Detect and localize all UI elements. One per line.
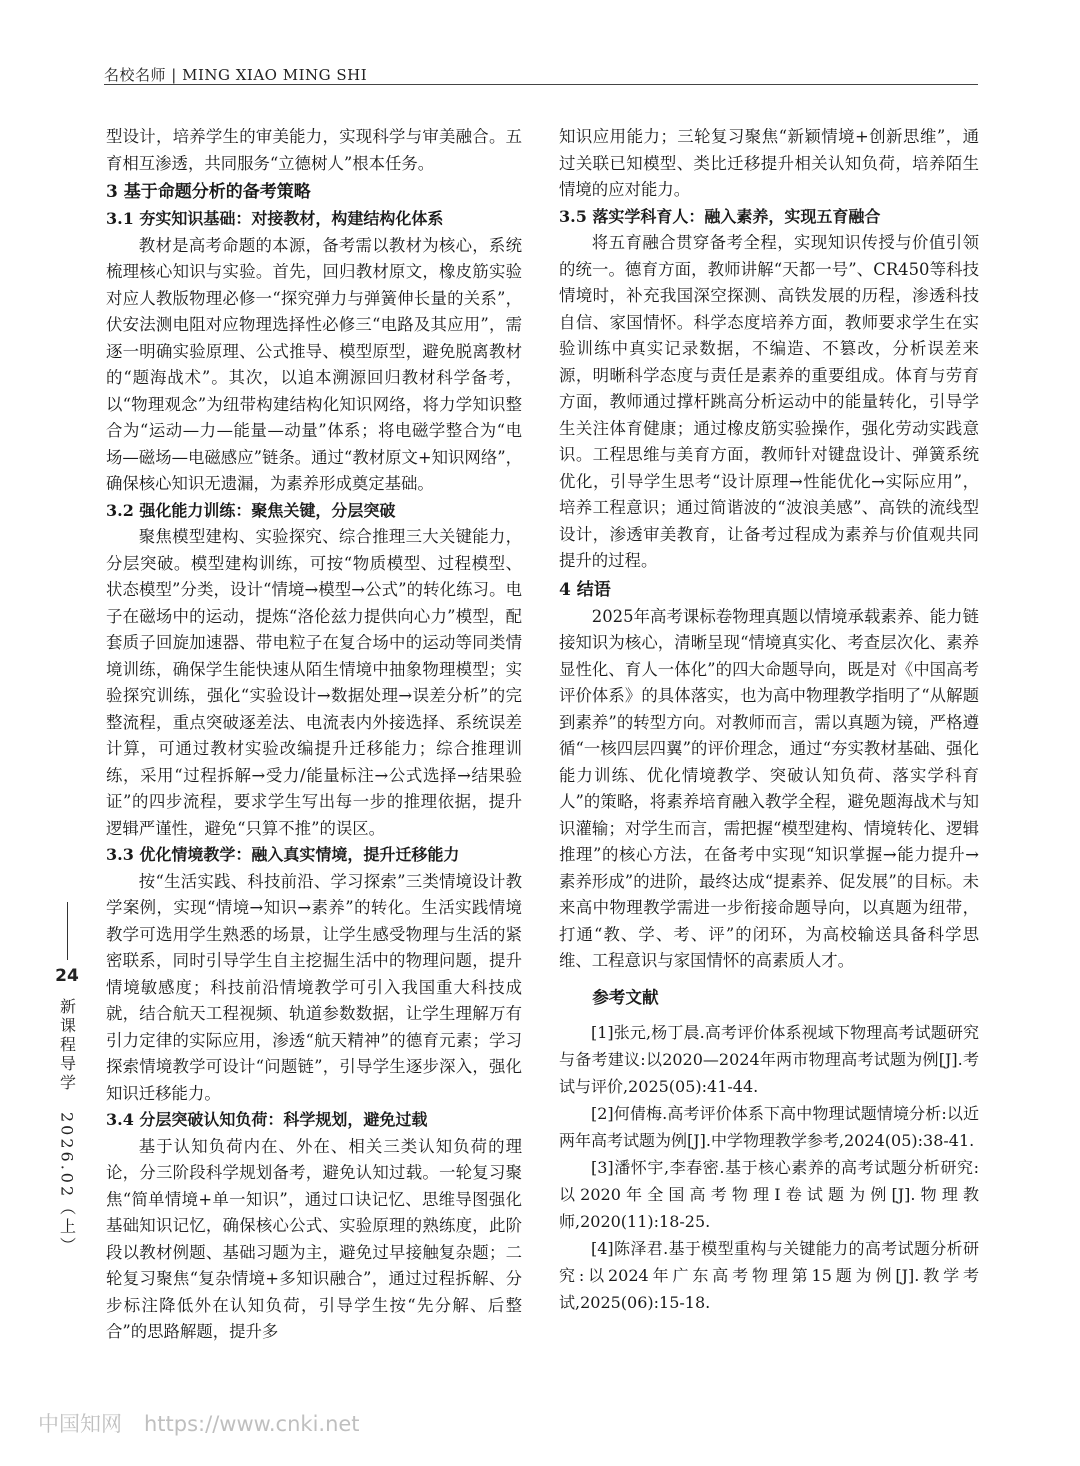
section-3-4-heading: 3.4 分层突破认知负荷：科学规划，避免过载 bbox=[106, 1110, 428, 1129]
reference-item: [3]潘怀宇,李春密.基于核心素养的高考试题分析研究:以2020年全国高考物理Ⅰ卷试题为例[J].物理教师,2020(11):18-25. bbox=[559, 1157, 979, 1231]
header-rule bbox=[104, 84, 978, 85]
section-3-2-heading: 3.2 强化能力训练：聚焦关键，分层突破 bbox=[106, 500, 396, 520]
reference-item: [4]陈泽君.基于模型重构与关键能力的高考试题分析研究:以2024年广东高考物理第15题为例[J].教学考试,2025(06):15-18. bbox=[559, 1238, 979, 1312]
cnki-watermark bbox=[38, 1408, 382, 1438]
paragraph-3-4-continued: 知识应用能力；三轮复习聚焦“新颖情境+创新思维”，通过关联已知模型、类比迁移提升相关认知负荷，培养陌生情境的应对能力。 bbox=[559, 127, 979, 199]
side-margin bbox=[55, 902, 79, 1256]
section-4-heading: 4 结语 bbox=[559, 579, 611, 600]
paragraph-3-1: 教材是高考命题的本源，备考需以教材为核心，系统梳理核心知识与实验。首先，回归教材原文，橡皮筋实验对应人教版物理必修一“探究弹力与弹簧伸长量的关系”，伏安法测电阻对应物理选择性必修三“电路及其应用”，需逐一明确实验原理、公式推导、模型原型，避免脱离教材的“题海战术”。其次，以追本溯源回归教材科学备考，以“物理观念”为纽带构建结构化知识网络，将力学知识整合为“运动—力—能量—动量”体系；将电磁学整合为“电场—磁场—电磁感应”链条。通过“教材原文+知识网络”，确保核心知识无遗漏，为素养形成奠定基础。 bbox=[106, 235, 522, 493]
journal-issue: 新课程导学 2026.02（上） bbox=[57, 998, 77, 1257]
right-column bbox=[559, 124, 979, 1316]
references-heading: 参考文献 bbox=[592, 986, 659, 1007]
running-header: 名校名师 | MING XIAO MING SHI bbox=[104, 66, 368, 84]
paragraph-3-3: 按“生活实践、科技前沿、学习探索”三类情境设计教学案例，实现“情境→知识→素养”的转化。生活实践情境教学可选用学生熟悉的场景，让学生感受物理与生活的紧密联系，同时引导学生自主挖掘生活中的物理问题，提升情境敏感度；科技前沿情境教学可引入我国重大科技成就，结合航天工程视频、轨道参数数据，让学生理解万有引力定律的实际应用，渗透“航天精神”的德育元素；学习探索情境教学可设计“问题链”，引导学生逐步深入，强化知识迁移能力。 bbox=[106, 871, 522, 1103]
left-column bbox=[106, 124, 522, 1346]
side-rule bbox=[67, 902, 68, 960]
section-3-5-heading: 3.5 落实学科育人：融入素养，实现五育融合 bbox=[559, 206, 881, 226]
reference-item: [1]张元,杨丁晨.高考评价体系视域下物理高考试题研究与备考建议:以2020—2024年两市物理高考试题为例[J].考试与评价,2025(05):41-44. bbox=[559, 1022, 979, 1096]
paragraph-3-2: 聚焦模型建构、实验探究、综合推理三大关键能力，分层突破。模型建构训练，可按“物质模型、过程模型、状态模型”分类，设计“情境→模型→公式”的转化练习。电子在磁场中的运动，提炼“洛伦兹力提供向心力”模型，配套质子回旋加速器、带电粒子在复合场中的运动等同类情境训练，确保学生能快速从陌生情境中抽象物理模型；实验探究训练，强化“实验设计→数据处理→误差分析”的完整流程，重点突破逐差法、电流表内外接选择、系统误差计算，可通过教材实验改编提升迁移能力；综合推理训练，采用“过程拆解→受力/能量标注→公式选择→结果验证”的四步流程，要求学生写出每一步的推理依据，提升逻辑严谨性，避免“只算不推”的误区。 bbox=[106, 527, 522, 838]
section-3-heading: 3 基于命题分析的备考策略 bbox=[106, 182, 311, 202]
section-3-1-heading: 3.1 夯实知识基础：对接教材，构建结构化体系 bbox=[106, 209, 444, 228]
paragraph-3-4: 基于认知负荷内在、外在、相关三类认知负荷的理论，分三阶段科学规划备考，避免认知过载。一轮复习聚焦“简单情境+单一知识”，通过口诀记忆、思维导图强化基础知识记忆，确保核心公式、实验原理的熟练度，此阶段以教材例题、基础习题为主，避免过早接触复杂题；二轮复习聚焦“复杂情境+多知识融合”，通过过程拆解、分步标注降低外在认知负荷，引导学生按“先分解、后整合”的思路解题，提升多 bbox=[106, 1136, 522, 1341]
watermark-url: https://www.cnki.net bbox=[144, 1412, 360, 1436]
watermark-brand: 中国知网 bbox=[38, 1412, 122, 1436]
paragraph-4: 2025年高考课标卷物理真题以情境承载素养、能力链接知识为核心，清晰呈现“情境真实化、考查层次化、素养显性化、育人一体化”的四大命题导向，既是对《中国高考评价体系》的具体落实，也为高中物理教学指明了“从解题到素养”的转型方向。对教师而言，需以真题为镜，严格遵循“一核四层四翼”的评价理念，通过“夯实教材基础、强化能力训练、优化情境教学、突破认知负荷、落实学科育人”的策略，将素养培育融入教学全程，避免题海战术与知识灌输；对学生而言，需把握“模型建构、情境转化、逻辑推理”的核心方法，在备考中实现“知识掌握→能力提升→素养形成”的进阶，最终达成“提素养、促发展”的目标。未来高中物理教学需进一步衔接命题导向，以真题为纽带，打通“教、学、考、评”的闭环，为高校输送具备科学思维、工程意识与家国情怀的高素质人才。 bbox=[559, 606, 979, 970]
section-3-3-heading: 3.3 优化情境教学：融入真实情境，提升迁移能力 bbox=[106, 845, 460, 864]
page-number: 24 bbox=[55, 966, 79, 986]
paragraph-intro: 型设计，培养学生的审美能力，实现科学与审美融合。五育相互渗透，共同服务“立德树人”根本任务。 bbox=[106, 127, 522, 173]
paragraph-3-5: 将五育融合贯穿备考全程，实现知识传授与价值引领的统一。德育方面，教师讲解“天都一号”、CR450等科技情境时，补充我国深空探测、高铁发展的历程，渗透科技自信、家国情怀。科学态度培养方面，教师要求学生在实验训练中真实记录数据，不编造、不篡改，分析误差来源，明晰科学态度与责任是素养的重要组成。体育与劳育方面，教师通过撑杆跳高分析运动中的能量转化，引导学生关注体育健康；通过橡皮筋实验操作，强化劳动实践意识。工程思维与美育方面，教师针对键盘设计、弹簧系统优化，引导学生思考“设计原理→性能优化→实际应用”，培养工程意识；通过简谐波的“波浪美感”、高铁的流线型设计，渗透审美教育，让备考过程成为素养与价值观共同提升的过程。 bbox=[559, 233, 979, 570]
reference-item: [2]何倩梅.高考评价体系下高中物理试题情境分析:以近两年高考试题为例[J].中学物理教学参考,2024(05):38-41. bbox=[559, 1103, 979, 1150]
